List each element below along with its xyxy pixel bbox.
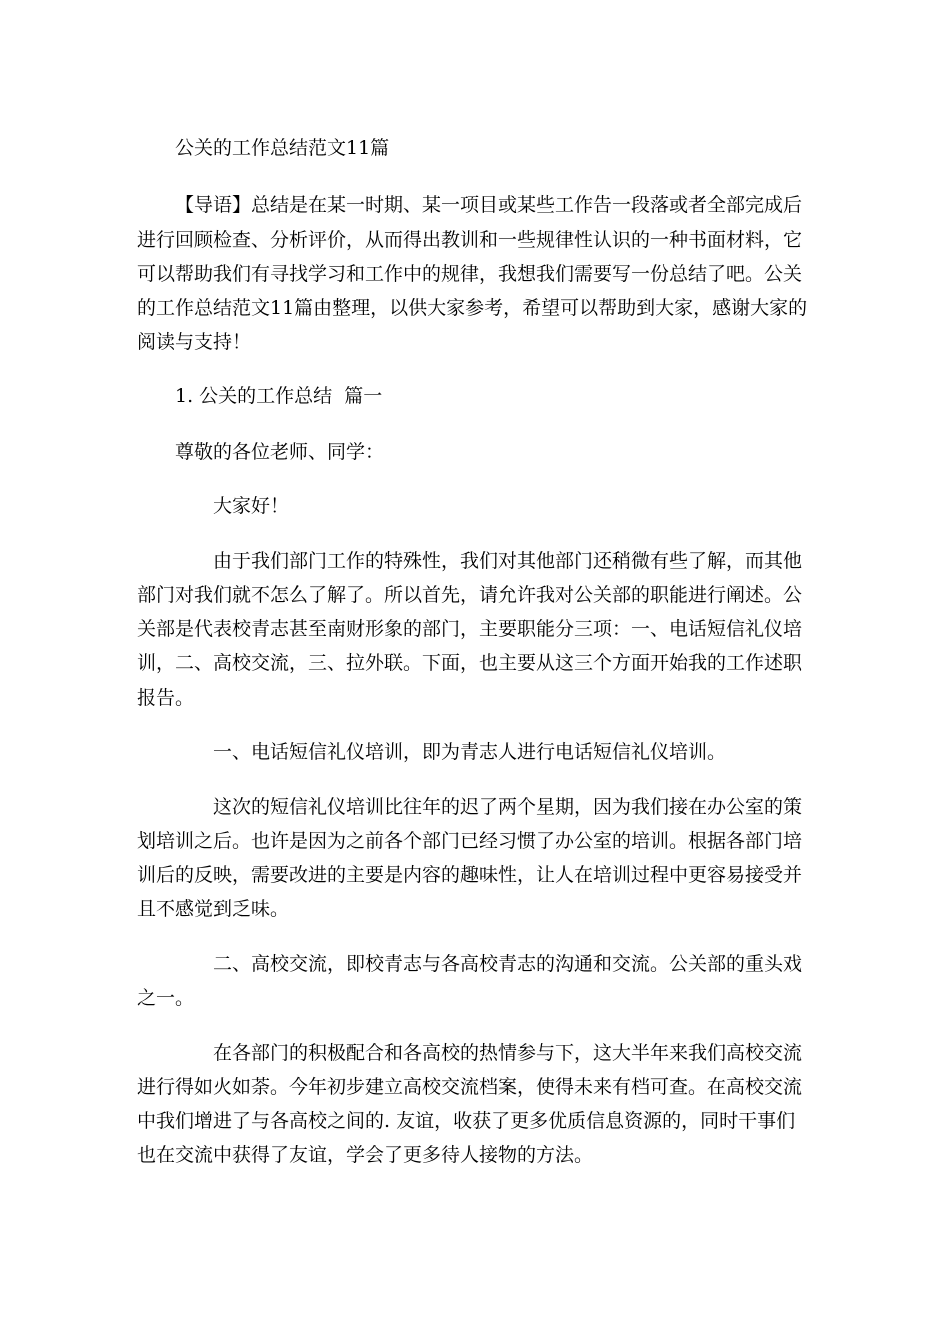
paragraph-line: 训，二、高校交流，三、拉外联。下面，也主要从这三个方面开始我的工作述职	[137, 652, 803, 674]
greeting: 大家好！	[213, 495, 290, 517]
paragraph-line: 由于我们部门工作的特殊性，我们对其他部门还稍微有些了解，而其他	[213, 550, 803, 572]
paragraph-line: 在各部门的积极配合和各高校的热情参与下，这大半年来我们高校交流	[213, 1042, 803, 1064]
intro-line: 的工作总结范文11篇由整理，以供大家参考，希望可以帮助到大家，感谢大家的	[137, 297, 808, 319]
point-heading: 之一。	[137, 987, 195, 1009]
intro-line: 可以帮助我们有寻找学习和工作中的规律，我想我们需要写一份总结了吧。公关	[137, 263, 803, 285]
salutation: 尊敬的各位老师、同学：	[175, 441, 385, 463]
paragraph-line: 报告。	[137, 687, 195, 709]
paragraph-line: 进行得如火如荼。今年初步建立高校交流档案，使得未来有档可查。在高校交流	[137, 1076, 803, 1098]
point-heading: 一、电话短信礼仪培训，即为青志人进行电话短信礼仪培训。	[213, 741, 727, 763]
section-heading: 1. 公关的工作总结 篇一	[175, 385, 383, 407]
intro-line: 【导语】总结是在某一时期、某一项目或某些工作告一段落或者全部完成后	[175, 194, 803, 216]
intro-line: 阅读与支持！	[137, 331, 252, 353]
paragraph-line: 关部是代表校青志甚至南财形象的部门，主要职能分三项：一、电话短信礼仪培	[137, 618, 803, 640]
paragraph-line: 中我们增进了与各高校之间的. 友谊，收获了更多优质信息资源的，同时干事们	[137, 1110, 796, 1132]
paragraph-line: 划培训之后。也许是因为之前各个部门已经习惯了办公室的培训。根据各部门培	[137, 830, 803, 852]
intro-line: 进行回顾检查、分析评价，从而得出教训和一些规律性认识的一种书面材料，它	[137, 229, 803, 251]
paragraph-line: 训后的反映，需要改进的主要是内容的趣味性，让人在培训过程中更容易接受并	[137, 864, 803, 886]
document-title: 公关的工作总结范文11篇	[175, 137, 390, 159]
paragraph-line: 部门对我们就不怎么了解了。所以首先，请允许我对公关部的职能进行阐述。公	[137, 584, 803, 606]
point-heading: 二、高校交流，即校青志与各高校青志的沟通和交流。公关部的重头戏	[213, 953, 803, 975]
paragraph-line: 也在交流中获得了友谊，学会了更多待人接物的方法。	[137, 1144, 594, 1166]
paragraph-line: 这次的短信礼仪培训比往年的迟了两个星期，因为我们接在办公室的策	[213, 796, 803, 818]
paragraph-line: 且不感觉到乏味。	[137, 898, 290, 920]
